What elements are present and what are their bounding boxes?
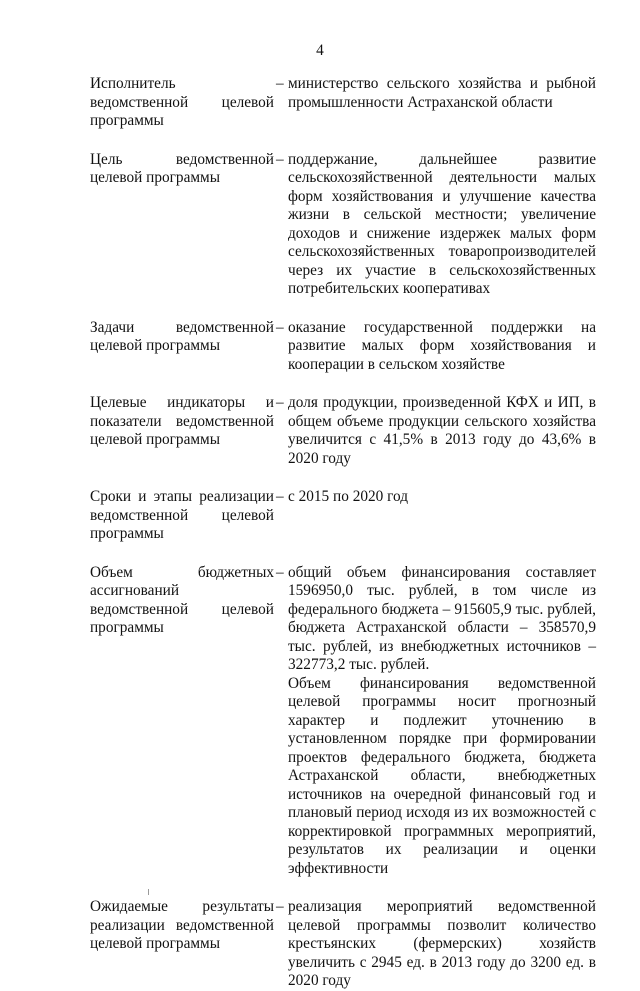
table-row bbox=[90, 319, 596, 375]
row-dash: – bbox=[276, 898, 284, 915]
row-dash: – bbox=[276, 563, 284, 581]
row-value bbox=[274, 898, 596, 991]
row-label: Целевые индикаторы и показатели ведомственной целевой программы bbox=[90, 394, 274, 448]
value-paragraph: доля продукции, произведенной КФХ и ИП, в общем объеме продукции сельского хозяйства увеличится с 41,5% в 2013 году до 43,6% в 2020 году bbox=[288, 394, 596, 467]
scan-speck bbox=[148, 889, 149, 895]
row-value bbox=[274, 488, 596, 507]
passport-table bbox=[90, 75, 596, 991]
row-value bbox=[274, 319, 596, 375]
row-dash: – bbox=[276, 488, 284, 505]
row-label: Задачи ведомственной целевой программы bbox=[90, 318, 274, 354]
value-paragraph: оказание государственной поддержки на развитие малых форм хозяйствования и кооперации в сельском хозяйстве bbox=[288, 318, 596, 373]
value-paragraph: Объем финансирования ведомственной целевой программы носит прогнозный характер и подлежит уточнению в установленном порядке при формировании проектов федерального бюджета, бюджета Астраханской области, внебюджетных источников на очередной финансовый год и плановый период исходя из их возможностей с корректировкой программных мероприятий, результатов их реализации и оценки эффективности bbox=[288, 674, 596, 877]
value-paragraph: министерство сельского хозяйства и рыбной промышленности Астраханской области bbox=[288, 75, 596, 111]
value-paragraph: общий объем финансирования составляет 1596950,0 тыс. рублей, в том числе из федерального бюджета – 915605,9 тыс. рублей, бюджета Астраханской области – 358570,9 тыс. рублей, из внебюджетных источников – 322773,2 тыс. рублей. bbox=[288, 563, 596, 673]
row-value bbox=[274, 75, 596, 112]
table-row bbox=[90, 898, 596, 991]
row-label: Ожидаемые результаты реализации ведомственной целевой программы bbox=[90, 898, 274, 952]
value-paragraph: поддержание, дальнейшее развитие сельскохозяйственной деятельности малых форм хозяйствования и улучшение качества жизни в сельской местности; увеличение доходов и снижение издержек малых форм сельскохозяйственных товаропроизводителей через их участие в сельскохозяйственных потребительских кооперативах bbox=[288, 150, 596, 297]
row-label: Сроки и этапы реализации ведомственной целевой программы bbox=[90, 488, 274, 542]
table-row bbox=[90, 488, 596, 544]
page-number: 4 bbox=[316, 42, 324, 59]
row-value bbox=[274, 151, 596, 299]
row-dash: – bbox=[276, 75, 284, 92]
row-dash: – bbox=[276, 150, 284, 168]
table-row bbox=[90, 151, 596, 299]
row-label: Исполнитель ведомственной целевой программы bbox=[90, 75, 274, 129]
table-row bbox=[90, 394, 596, 468]
value-paragraph: реализация мероприятий ведомственной целевой программы позволит количество крестьянских (фермерских) хозяйств увеличить с 2945 ед. в 2013 году до 3200 ед. в 2020 году bbox=[288, 898, 596, 989]
row-value bbox=[274, 394, 596, 468]
table-row bbox=[90, 75, 596, 131]
table-row bbox=[90, 564, 596, 879]
row-label: Цель ведомственной целевой программы bbox=[90, 150, 274, 186]
row-dash: – bbox=[276, 318, 284, 336]
row-label: Объем бюджетных ассигнований ведомственной целевой программы bbox=[90, 563, 274, 636]
row-value bbox=[274, 564, 596, 879]
row-dash: – bbox=[276, 394, 284, 411]
value-paragraph: с 2015 по 2020 год bbox=[288, 488, 408, 505]
